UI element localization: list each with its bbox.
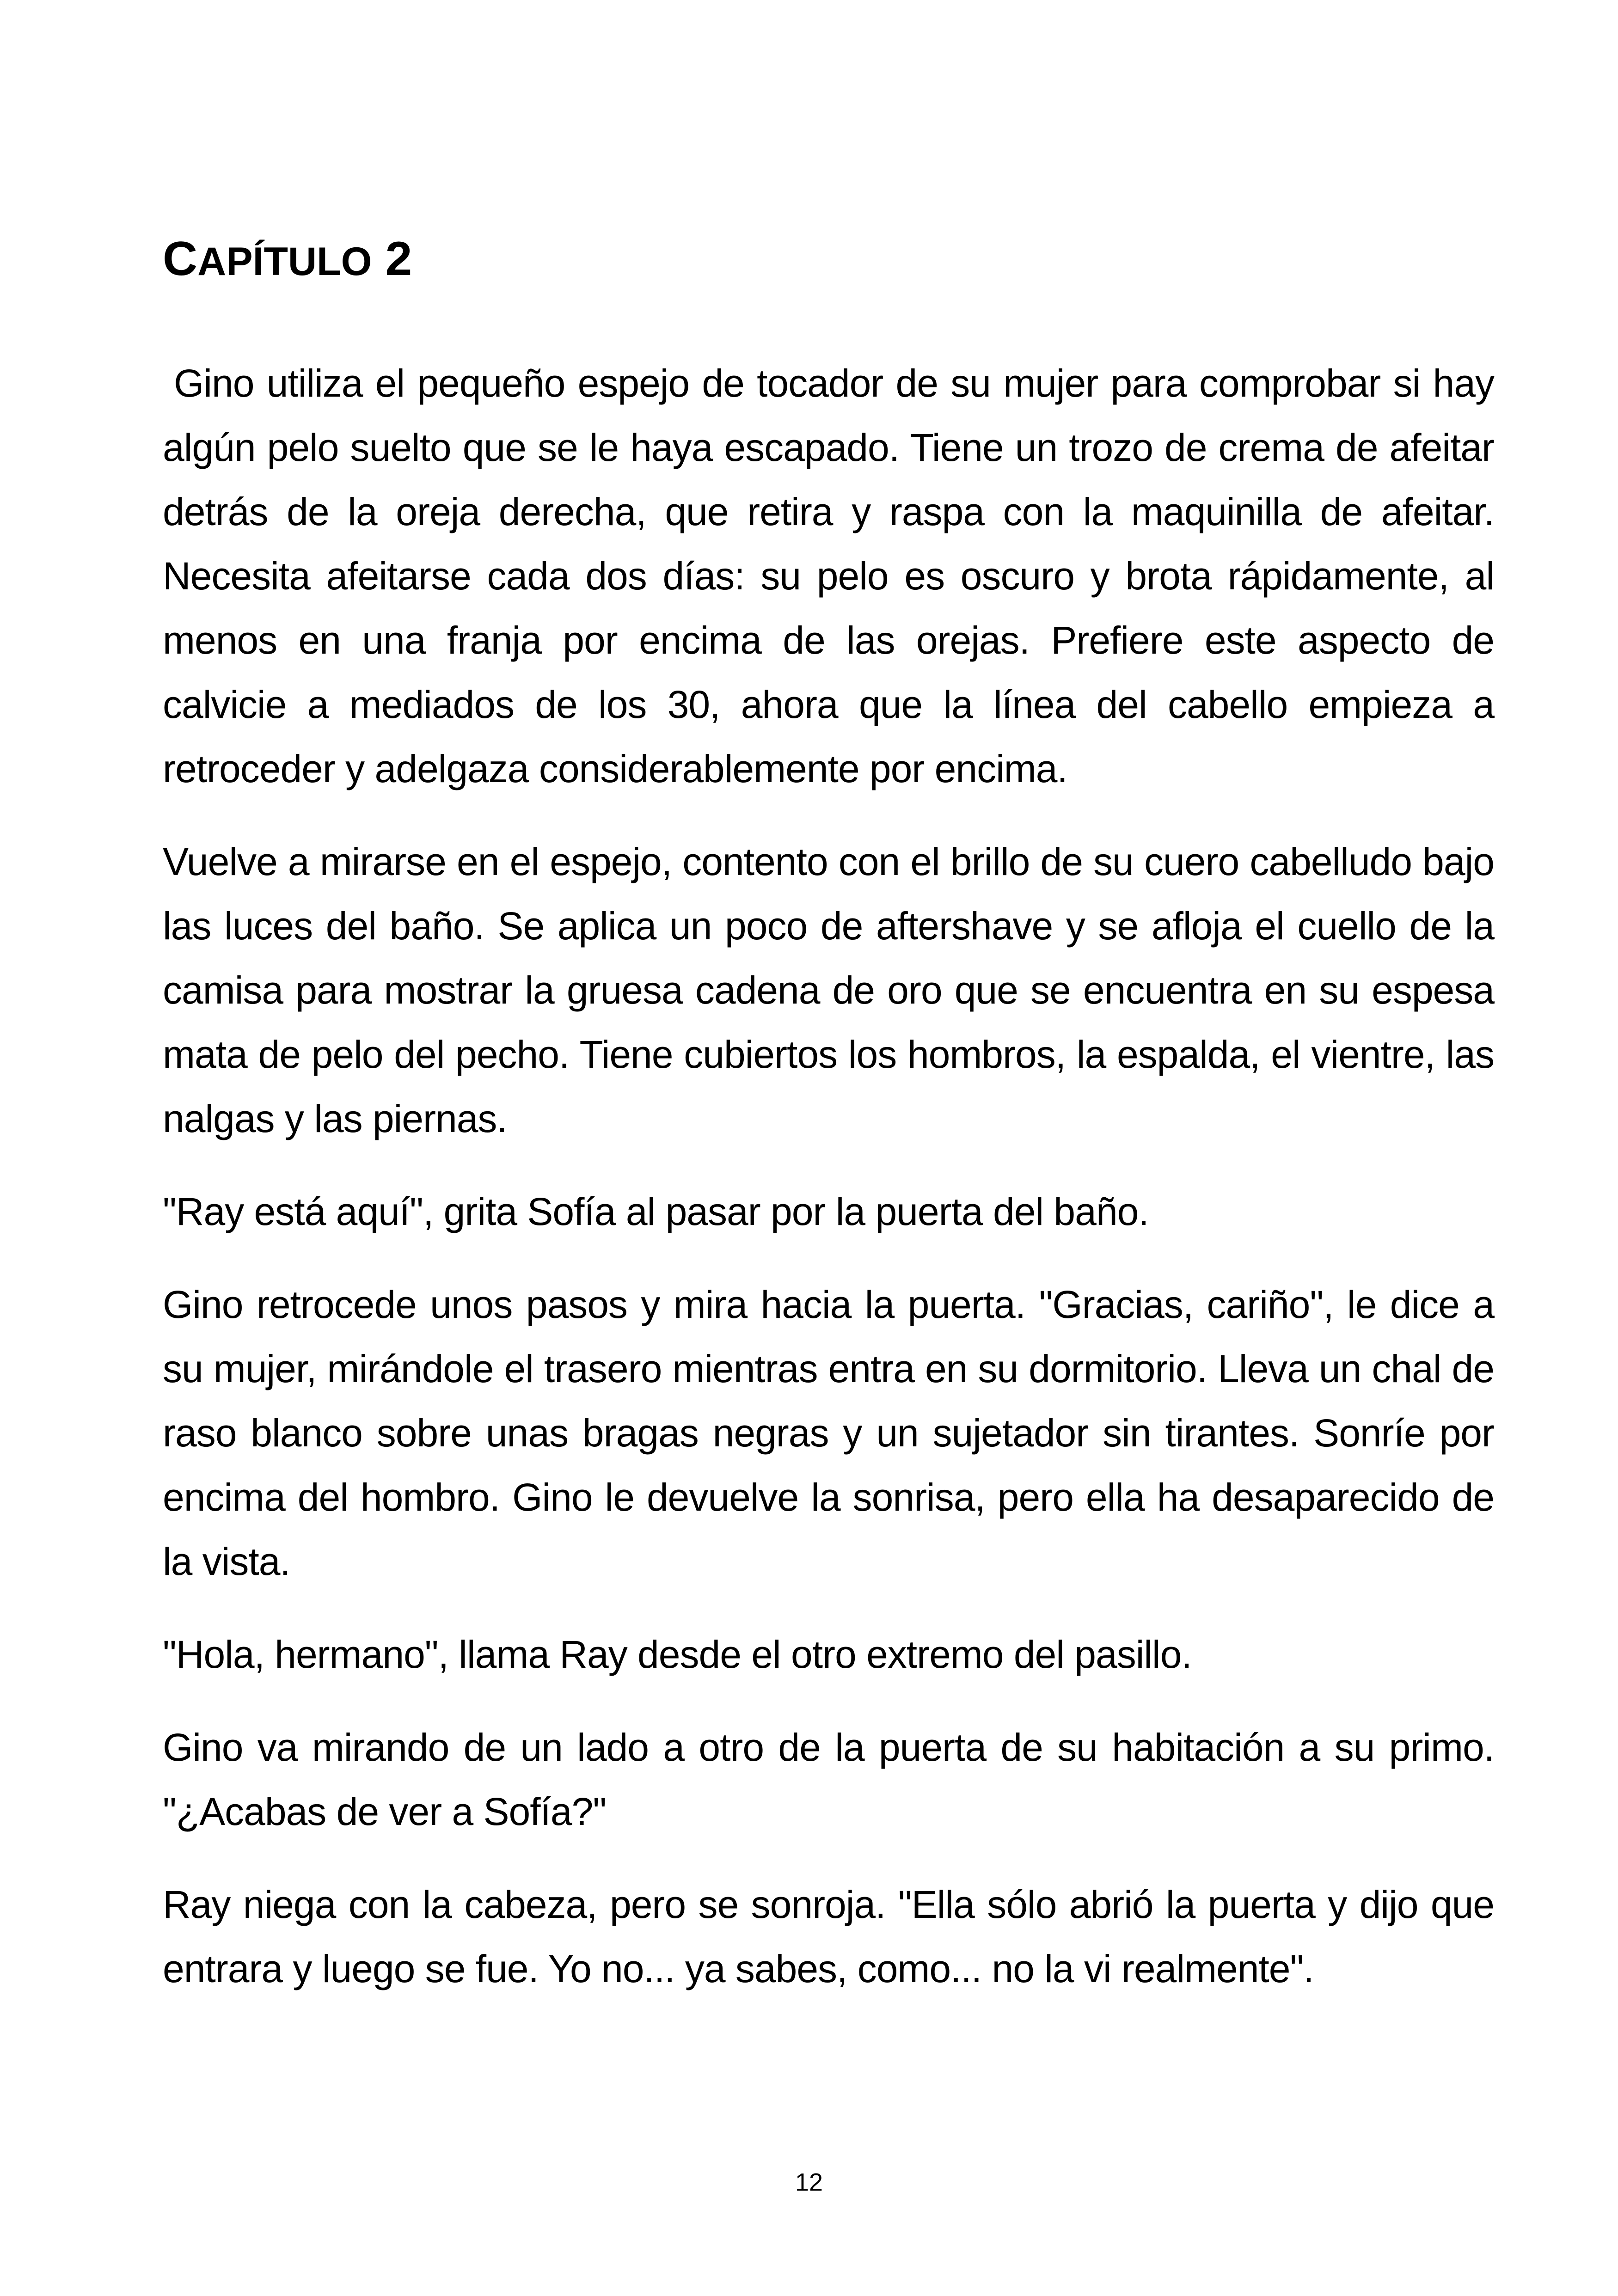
paragraph: Gino utiliza el pequeño espejo de tocador de su mujer para comprobar si hay algún pelo suelto que se le haya escapado. Tiene un trozo de crema de afeitar detrás de la oreja derecha, que retira y raspa con la maquinilla de afeitar. Necesita afeitarse cada dos días: su pelo es oscuro y brota rápidamente, al menos en una franja por encima de las orejas. Prefiere este aspecto de calvicie a mediados de los 30, ahora que la línea del cabello empieza a retroceder y adelgaza considerablemente por encima. — [163, 361, 1494, 790]
paragraph: Vuelve a mirarse en el espejo, contento con el brillo de su cuero cabelludo bajo las luces del baño. Se aplica un poco de aftershave y se afloja el cuello de la camisa para mostrar la gruesa cadena de oro que se encuentra en su espesa mata de pelo del pecho. Tiene cubiertos los hombros, la espalda, el vientre, las nalgas y las piernas. — [163, 840, 1494, 1140]
paragraph: "Hola, hermano", llama Ray desde el otro extremo del pasillo. — [163, 1633, 1192, 1676]
chapter-number: 2 — [385, 232, 412, 286]
paragraph: "Ray está aquí", grita Sofía al pasar por la puerta del baño. — [163, 1190, 1149, 1233]
paragraph: Ray niega con la cabeza, pero se sonroja. "Ella sólo abrió la puerta y dijo que entrara y luego se fue. Yo no... ya sabes, como... no la vi realmente". — [163, 1883, 1494, 1990]
paragraph: Gino va mirando de un lado a otro de la puerta de su habitación a su primo. "¿Acabas de ver a Sofía?" — [163, 1726, 1494, 1833]
chapter-title — [163, 230, 412, 288]
chapter-body — [163, 351, 1494, 2030]
chapter-title-rest: APÍTULO — [197, 239, 372, 284]
chapter-title-initial: C — [163, 232, 198, 286]
paragraph: Gino retrocede unos pasos y mira hacia la puerta. "Gracias, cariño", le dice a su mujer, mirándole el trasero mientras entra en su dormitorio. Lleva un chal de raso blanco sobre unas bragas negras y un sujetador sin tirantes. Sonríe por encima del hombro. Gino le devuelve la sonrisa, pero ella ha desaparecido de la vista. — [163, 1283, 1494, 1583]
page-number: 12 — [795, 2168, 823, 2196]
